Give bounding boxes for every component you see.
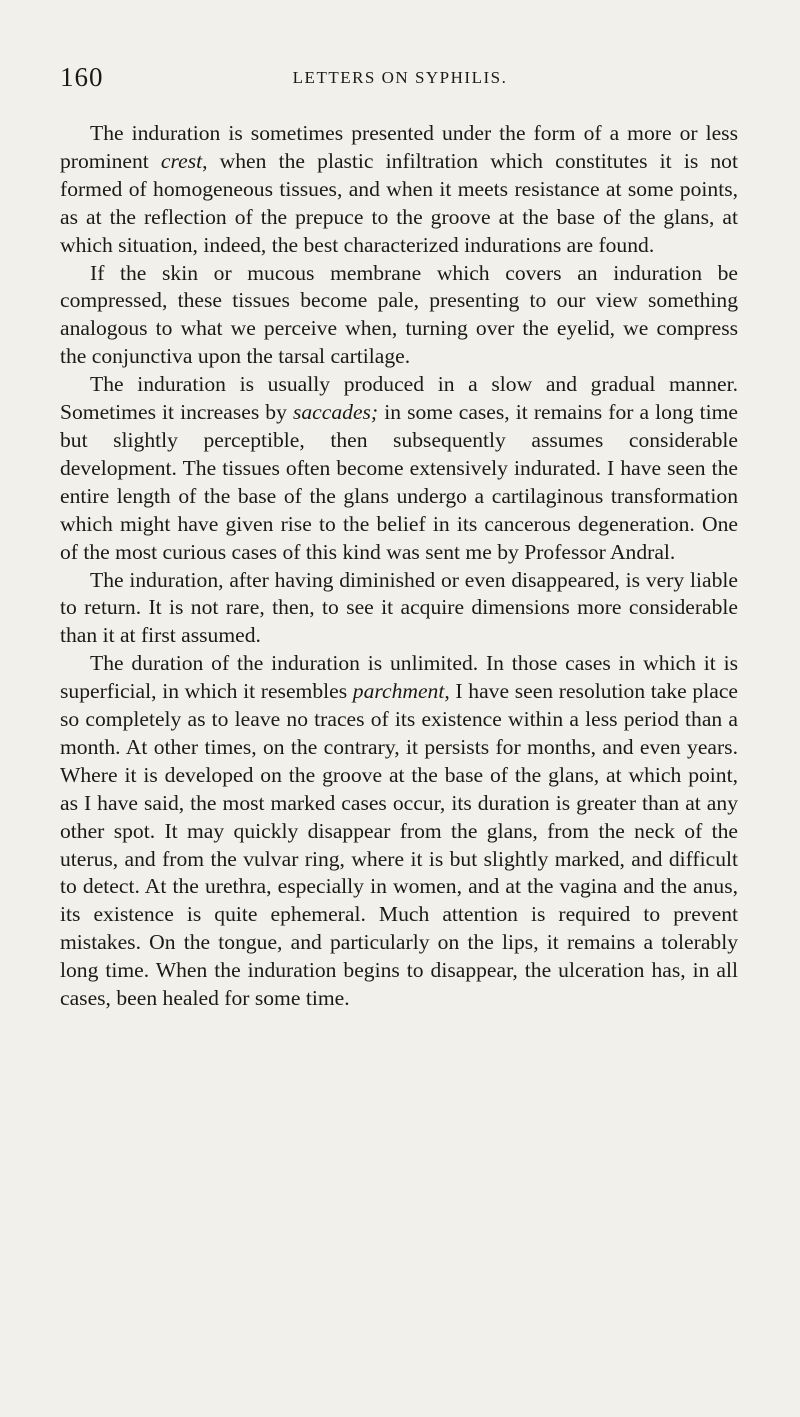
paragraph-text: , I have seen resolution take place so completely as to leave no traces of its existence within a less period than a month. At other times, on the contrary, it persists for months, and even years. Where it is developed on the groove at the base of the glans, at which point, as I have said, the most marked cases occur, its duration is greater than at any other spot. It may quickly disappear from the glans, from the neck of the uterus, and from the vulvar ring, where it is but slightly marked, and difficult to detect. At the urethra, especially in women, and at the vagina and the anus, its existence is quite ephemeral. Much attention is required to prevent mistakes. On the tongue, and particularly on the lips, it remains a tolerably long time. When the induration begins to disappear, the ulceration has, in all cases, been healed for some time. xyxy=(60,679,738,1011)
running-title: LETTERS ON SYPHILIS. xyxy=(292,68,508,87)
paragraph-text: The induration is sometimes presented under the form of a more or less prominent xyxy=(60,121,738,173)
paragraph-recurrence: The induration, after having diminished or even disappeared, is very liable to return. It is not rare, then, to see it acquire dimensions more considerable than it at first assumed. xyxy=(60,567,738,648)
body-text xyxy=(60,120,738,1013)
paragraph-text: The duration of the induration is unlimited. In those cases in which it is superficial, in which it resembles xyxy=(60,651,738,704)
paragraph-production xyxy=(60,371,738,566)
italic-term: saccades; xyxy=(292,400,379,425)
page-number: 160 xyxy=(60,62,104,92)
italic-term: parchment xyxy=(352,679,445,704)
paragraph-text: in some cases, it remains for a long time but slightly perceptible, then subsequently assumes considerable development. The tissues often become extensively indurated. I have seen the entire length of the base of the glans undergo a cartilaginous transformation which might have given rise to the belief in its cancerous degeneration. One of the most curious cases of this kind was sent me by Professor Andral. xyxy=(60,400,738,564)
paragraph-duration xyxy=(60,650,738,1013)
page-header xyxy=(60,62,740,92)
paragraph-crest xyxy=(60,120,738,260)
italic-term: crest xyxy=(160,148,203,173)
paragraph-text: , when the plastic infiltration which constitutes it is not formed of homogeneous tissues, and when it meets resistance at some points, as at the reflection of the prepuce to the groove at the base of the glans, at which situation, indeed, the best characterized indurations are found. xyxy=(60,148,738,257)
paragraph-text: The induration is usually produced in a slow and gradual manner. Sometimes it increases by xyxy=(60,372,738,425)
paragraph-compression: If the skin or mucous membrane which covers an induration be compressed, these tissues become pale, presenting to our view something analogous to what we perceive when, turning over the eyelid, we compress the conjunctiva upon the tarsal cartilage. xyxy=(60,260,738,369)
